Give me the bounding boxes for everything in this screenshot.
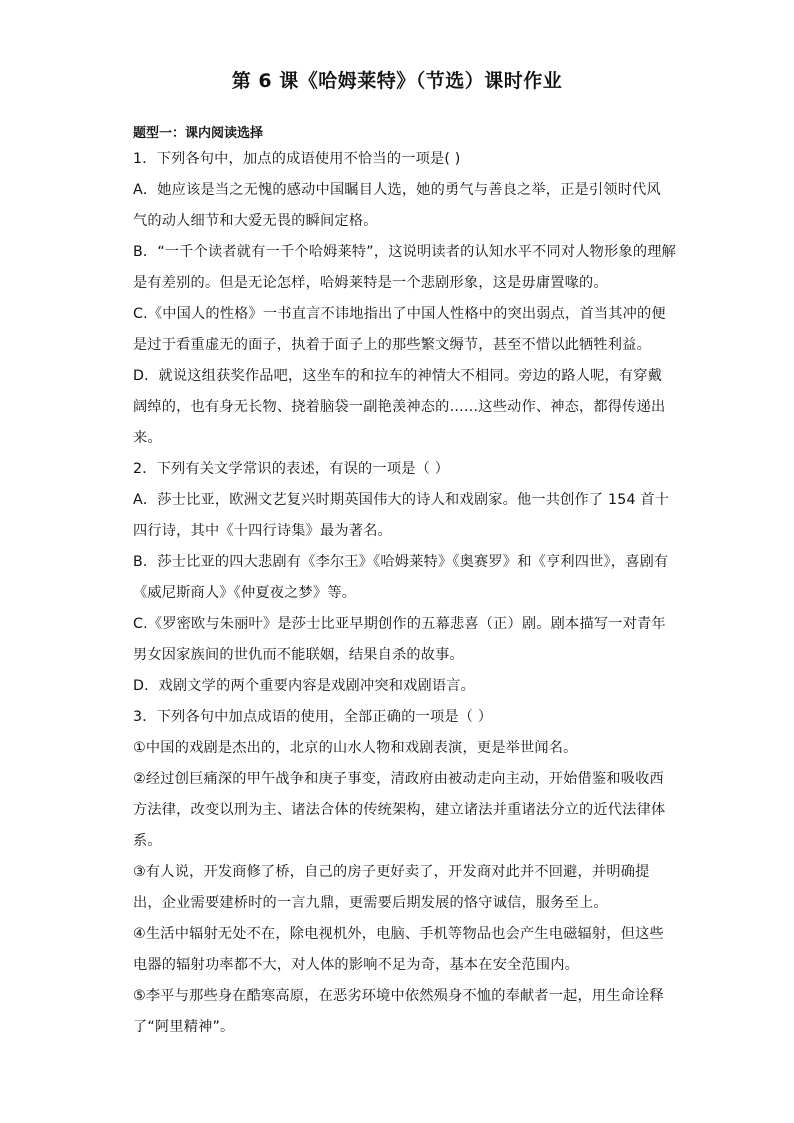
question-1-option-d-line-3: 来。: [133, 430, 162, 446]
question-2-option-a-line-2: 四行诗，其中《十四行诗集》最为著名。: [133, 523, 392, 539]
page-title: 第 6 课《哈姆莱特》（节选）课时作业: [231, 70, 563, 92]
question-2-option-b-line-1: B．莎士比亚的四大悲剧有《李尔王》《哈姆莱特》《奥赛罗》和《亨利四世》，喜剧有: [133, 554, 669, 570]
question-1-option-d-line-2: 阔绰的，也有身无长物、挠着脑袋一副艳羡神态的……这些动作、神态，都得传递出: [133, 399, 666, 415]
question-3-item-2-line-3: 系。: [133, 833, 162, 849]
document-body: [133, 124, 676, 1043]
question-3-item-1: ①中国的戏剧是杰出的，北京的山水人物和戏剧表演，更是举世闻名。: [133, 740, 578, 756]
question-3-item-5-line-2: 了“阿里精神”。: [133, 1019, 235, 1035]
question-3-stem: 3．下列各句中加点成语的使用，全部正确的一项是（ ）: [133, 709, 493, 725]
section-heading: 题型一：课内阅读选择: [133, 126, 264, 141]
question-3-item-5-line-1: ⑤李平与那些身在酷寒高原，在恶劣环境中依然殒身不恤的奉献者一起，用生命诠释: [133, 988, 664, 1004]
text-lines: [133, 144, 676, 1043]
question-2-option-c-line-2: 男女因家族间的世仇而不能联姻，结果自杀的故事。: [133, 647, 464, 663]
question-3-item-4-line-2: 电器的辐射功率都不大，对人体的影响不足为奇，基本在安全范围内。: [133, 957, 580, 973]
question-1-option-c-line-2: 是过于看重虚无的面子，执着于面子上的那些繁文缛节，甚至不惜以此牺牲利益。: [133, 337, 651, 353]
question-1-option-d-line-1: D．就说这组获奖作品吧，这坐车的和拉车的神情大不相同。旁边的路人呢，有穿戴: [133, 368, 663, 384]
question-2-option-d: D．戏剧文学的两个重要内容是戏剧冲突和戏剧语言。: [133, 678, 476, 694]
question-3-item-2-line-2: 方法律，改变以刑为主、诸法合体的传统架构，建立诸法并重诸法分立的近代法律体: [133, 802, 666, 818]
question-1-option-a-line-2: 气的动人细节和大爱无畏的瞬间定格。: [133, 213, 378, 229]
question-3-item-2-line-1: ②经过创巨痛深的甲午战争和庚子事变，清政府由被动走向主动，开始借鉴和吸收西: [133, 771, 664, 787]
question-3-item-4-line-1: ④生活中辐射无处不在，除电视机外，电脑、手机等物品也会产生电磁辐射，但这些: [133, 926, 664, 942]
question-1-option-b-line-2: 是有差别的。但是无论怎样，哈姆莱特是一个悲剧形象，这是毋庸置喙的。: [133, 275, 608, 291]
question-3-item-3-line-2: 出，企业需要建桥时的一言九鼎，更需要后期发展的恪守诚信，服务至上。: [133, 895, 608, 911]
question-3-item-3-line-1: ③有人说，开发商修了桥，自己的房子更好卖了，开发商对此并不回避，并明确提: [133, 864, 650, 880]
question-2-option-a-line-1: A．莎士比亚，欧洲文艺复兴时期英国伟大的诗人和戏剧家。他一共创作了 154 首十: [133, 492, 670, 508]
question-1-option-c-line-1: C.《中国人的性格》一书直言不讳地指出了中国人性格中的突出弱点，首当其冲的便: [133, 306, 666, 322]
question-2-option-b-line-2: 《威尼斯商人》《仲夏夜之梦》等。: [133, 585, 357, 601]
question-1-option-b-line-1: B．“一千个读者就有一千个哈姆莱特”，这说明读者的认知水平不同对人物形象的理解: [133, 244, 676, 260]
question-1-stem: 1．下列各句中，加点的成语使用不恰当的一项是( ): [133, 151, 461, 167]
question-1-option-a-line-1: A．她应该是当之无愧的感动中国瞩目人选，她的勇气与善良之举，正是引领时代风: [133, 182, 661, 198]
question-2-stem: 2．下列有关文学常识的表述，有误的一项是（ ）: [133, 461, 450, 477]
question-2-option-c-line-1: C.《罗密欧与朱丽叶》是莎士比亚早期创作的五幕悲喜（正）剧。剧本描写一对青年: [133, 616, 666, 632]
